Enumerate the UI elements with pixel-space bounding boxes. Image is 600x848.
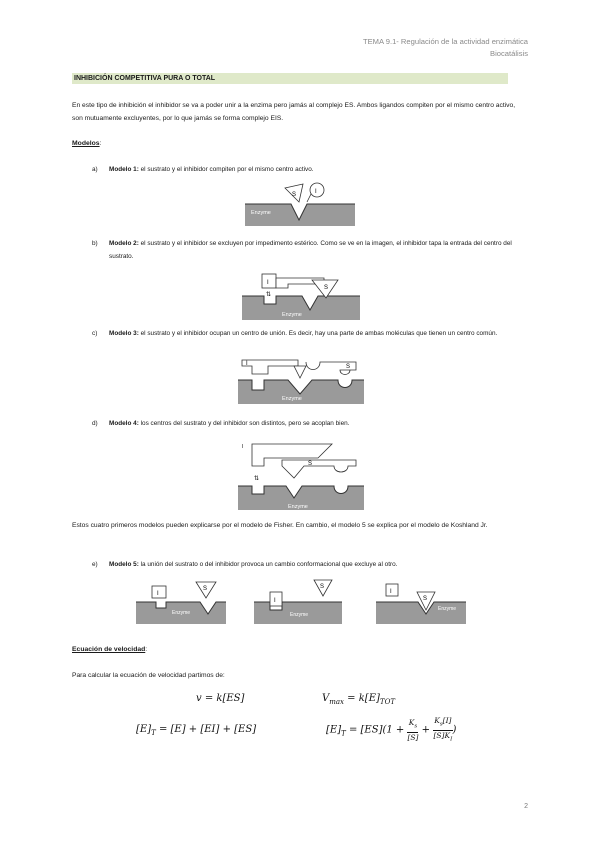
frac1-denominator: [S]	[407, 732, 419, 742]
model-2-figure	[242, 266, 360, 320]
eq-et2-left: [E]	[326, 724, 342, 736]
header-topic: TEMA 9.1- Regulación de la actividad enzimática	[362, 37, 528, 46]
eq-op: +	[418, 724, 434, 736]
model-description: el sustrato y el inhibidor compiten por el mismo centro activo.	[138, 166, 314, 173]
model-item	[92, 559, 524, 573]
inhibitor-label: I	[267, 280, 269, 286]
inhibitor-label: I	[274, 598, 276, 604]
rate-heading-colon: :	[145, 646, 148, 653]
frac2-den-sub: I	[450, 736, 453, 742]
fraction-ks-i	[433, 716, 452, 744]
frac1-k-sub: s	[414, 723, 418, 730]
frac2-den-text: [S]K	[433, 730, 451, 740]
model-text	[109, 418, 524, 431]
model-3-figure	[238, 356, 364, 404]
equation-et-es	[326, 716, 456, 744]
models-heading-text: Modelos	[72, 140, 100, 147]
substrate-label: S	[346, 364, 351, 370]
page-number: 2	[524, 803, 528, 810]
models-heading	[72, 138, 524, 151]
frac1-numerator	[407, 718, 418, 733]
model-title: Modelo 3:	[109, 330, 139, 337]
header-subject: Biocatálisis	[490, 49, 528, 58]
frac2-k: K	[434, 716, 440, 725]
fisher-koshland-note: Estos cuatro primeros modelos pueden explicarse por el modelo de Fisher. En cambio, el modelo 5 se explica por el modelo de Koshland Jr.	[72, 522, 488, 529]
model-description: la unión del sustrato o del inhibidor provoca un cambio conformacional que excluye al otro.	[138, 561, 398, 568]
rate-intro: Para calcular la ecuación de velocidad partimos de:	[72, 672, 225, 679]
eq-et2-mid: = [ES](1 +	[345, 724, 408, 736]
model-title: Modelo 5:	[109, 561, 139, 568]
equation-et-sum	[136, 724, 256, 737]
model-item	[92, 238, 524, 266]
model-label: e)	[92, 561, 98, 568]
substrate-label: S	[308, 461, 313, 467]
enzyme-label: Enzyme	[251, 210, 271, 216]
inhibitor-label: I	[242, 444, 244, 450]
model-label: a)	[92, 166, 98, 173]
intro-paragraph: En este tipo de inhibición el inhibidor se va a poder unir a la enzima pero jamás al complejo ES. Ambos ligandos compiten por el mismo centro activo, son mutuamente excluyentes, por lo que jamás se forma complejo EIS.	[72, 102, 516, 122]
model-description: el sustrato y el inhibidor se excluyen por impedimento estérico. Como se ve en la imagen, el inhibidor tapa la entrada del centro del sustrato.	[109, 240, 512, 260]
eq-vmax-sub: max	[329, 698, 344, 706]
section-title: INHIBICIÓN COMPETITIVA PURA O TOTAL	[72, 73, 508, 84]
model-label: b)	[92, 240, 98, 247]
model-item	[92, 418, 524, 432]
model-1-figure	[245, 182, 355, 226]
inhibitor-label: I	[390, 589, 392, 595]
substrate-label: S	[423, 596, 428, 602]
model-label: c)	[92, 330, 98, 337]
substrate-label: S	[203, 586, 208, 592]
equation-v: v = k[ES]	[196, 693, 245, 704]
enzyme-label: Enzyme	[438, 606, 457, 612]
model-text	[109, 238, 524, 263]
inhibitor-label: I	[315, 189, 317, 195]
eq-close: )	[452, 724, 457, 736]
eq-vmax-tot: TOT	[379, 698, 395, 706]
eq-vmax-right: = k[E]	[344, 693, 380, 704]
equilibrium-arrows: ⇅	[266, 292, 272, 298]
inhibitor-label: I	[246, 361, 248, 367]
model-label: d)	[92, 420, 98, 427]
enzyme-label: Enzyme	[172, 610, 191, 616]
eq-et-left: [E]	[136, 724, 152, 735]
enzyme-label: Enzyme	[282, 396, 302, 402]
model-item	[92, 328, 524, 356]
running-header	[363, 36, 528, 60]
enzyme-label: Enzyme	[282, 312, 302, 318]
rate-heading	[72, 644, 524, 657]
models-heading-colon: :	[99, 140, 102, 147]
rate-heading-text: Ecuación de velocidad	[72, 646, 146, 653]
frac2-numerator	[433, 716, 452, 731]
frac1-k: K	[408, 718, 415, 728]
model-item	[92, 164, 524, 178]
model-5-figure	[136, 578, 466, 624]
model-text	[109, 164, 524, 177]
eq-vmax-left: V	[322, 693, 330, 704]
model-description: el sustrato y el inhibidor ocupan un centro de unión. Es decir, hay una parte de ambas moléculas que tienen un centro común.	[138, 330, 498, 337]
substrate-label: S	[292, 192, 297, 198]
model-description: los centros del sustrato y del inhibidor son distintos, pero se acoplan bien.	[138, 420, 350, 427]
model-title: Modelo 2:	[109, 240, 139, 247]
eq-et-sub: T	[151, 729, 156, 737]
frac2-i: [I]	[442, 716, 452, 725]
substrate-label: S	[320, 584, 325, 590]
equilibrium-arrows: ⇅	[254, 476, 260, 482]
eq-et-right: = [E] + [EI] + [ES]	[155, 724, 257, 735]
substrate-label: S	[324, 285, 329, 291]
eq-et2-sub: T	[341, 729, 346, 738]
model-text	[109, 559, 524, 572]
enzyme-label: Enzyme	[290, 612, 309, 618]
model-text	[109, 328, 524, 341]
inhibitor-label: I	[157, 591, 159, 597]
model-title: Modelo 4:	[109, 420, 139, 427]
model-4-figure	[238, 438, 364, 510]
frac2-k-sub: s	[439, 721, 443, 728]
fraction-ks-s	[407, 718, 418, 742]
enzyme-label: Enzyme	[288, 504, 308, 510]
frac2-denominator	[433, 731, 452, 740]
model-title: Modelo 1:	[109, 166, 139, 173]
equation-vmax	[322, 693, 395, 706]
